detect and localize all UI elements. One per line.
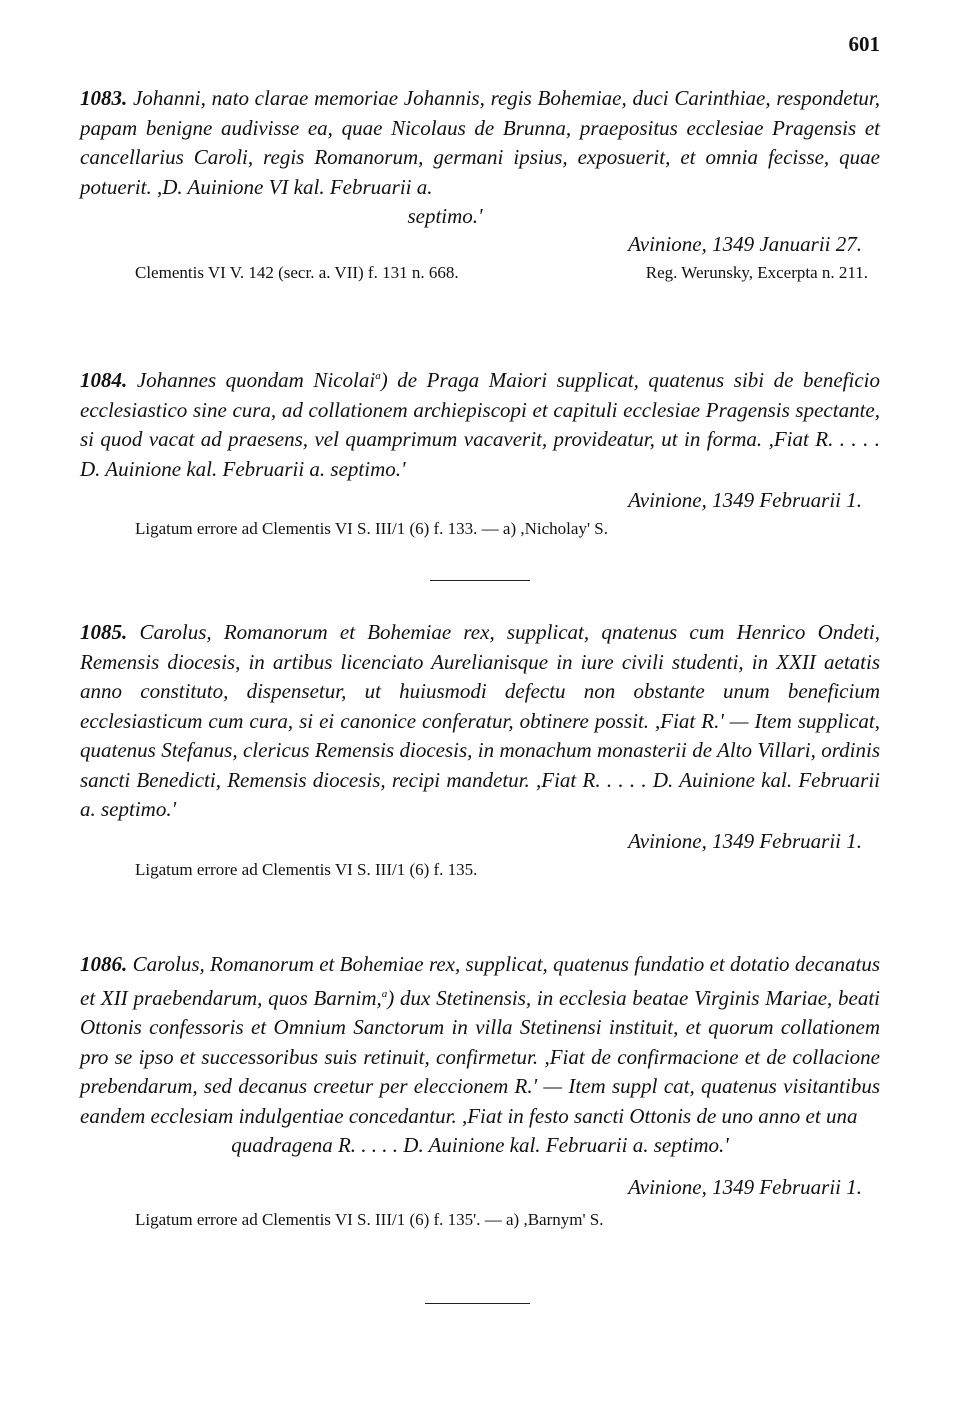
entry-number: 1086. [80,952,128,976]
page-number: 601 [848,32,880,56]
entry-source: Ligatum errore ad Clementis VI S. III/1 (6) f. 135'. — a) ,Barnym' S. [135,1209,604,1229]
entry-text [80,618,880,825]
entry-1086 [80,950,880,1230]
entry-text-tail: septimo.' [407,204,483,228]
footnote-mark: a [381,987,388,1000]
entry-body-b: ) de Praga Maiori supplicat, quatenus sibi de beneficio ecclesiastico sine cura, ad collationem archiepiscopi et capituli ecclesiae Pragensis spectante, si quod vacat ad praesens, vel quamprimum vacaverit, provideatur, ut in forma. ,Fiat R. . . . . D. Auinione kal. Februarii a. septimo.' [80,368,881,481]
entry-body: Carolus, Romanorum et Bohemiae rex, supplicat, qnatenus cum Henrico Ondeti, Remensis diocesis, in artibus licenciato Aurelianisque in iure civili studenti, in XXII aetatis anno constituto, dispensetur, ut huiusmodi defectu non obstante unum beneficium ecclesiasticum cum cura, si ei canonice conferatur, obtinere possit. ,Fiat R.' — Item supplicat, quatenus Stefanus, clericus Remensis diocesis, in monachum monasterii de Alto Villari, ordinis sancti Benedicti, Remensis diocesis, recipi mandetur. ,Fiat R. . . . . D. Auinione kal. Februarii a. septimo.' [80,620,881,821]
entry-source [80,263,880,283]
entry-number: 1083. [80,86,128,110]
source-right: Reg. Werunsky, Excerpta n. 211. [645,262,868,282]
separator-rule [430,580,530,581]
entry-source: Ligatum errore ad Clementis VI S. III/1 (6) f. 133. — a) ,Nicholay' S. [135,519,608,538]
entry-text [80,950,880,1131]
entry-text-tail: quadragena R. . . . . D. Auinione kal. Februarii a. septimo.' [231,1133,729,1157]
entry-1085 [80,618,880,880]
entry-number: 1084. [80,368,128,392]
entry-body-a: Carolus, Romanorum et Bohemiae rex, supplicat, quatenus fundatio et dotatio decanatus et XII praebendarum, quos Barnim, [80,952,880,1010]
entry-source: Ligatum errore ad Clementis VI S. III/1 (6) f. 135. [135,859,478,879]
separator-rule [425,1303,530,1304]
entry-body-b: ) dux Stetinensis, in ecclesia beatae Virginis Mariae, beati Ottonis confessoris et Omnium Sanctorum in villa Stetinensi instituit, et quorum collationem pro se ipso et successoribus suis retinuit, confirmetur. ,Fiat de confirmacione et de collacione prebendarum, sed decanus creetur per eleccionem R.' — Item suppl cat, quatenus visitantibus eandem ecclesiam indulgentiae concedantur. ,Fiat in festo sancti Ottonis de uno anno et una [80,985,880,1128]
footnote-mark: a [375,370,381,382]
source-left: Clementis VI V. 142 (secr. a. VII) f. 131 n. 668. [135,262,459,282]
entry-number: 1085. [80,620,128,644]
entry-1084 [80,362,880,539]
entry-text [80,84,880,202]
entry-body: Johanni, nato clarae memoriae Johannis, regis Bohemiae, duci Carinthiae, respondetur, papam benigne audivisse ea, quae Nicolaus de Brunna, praepositus ecclesiae Pragensis et cancellarius Caroli, regis Romanorum, germani ipsius, exposuerit, et omnia fecisse, quae potuerit. ,D. Auinione VI kal. Februarii a. [80,86,880,199]
entry-1083 [80,84,880,283]
entry-date: Avinione, 1349 Februarii 1. [628,828,862,853]
entry-date: Avinione, 1349 Januarii 27. [628,231,862,256]
entry-body-a: Johannes quondam Nicolai [136,368,376,392]
entry-date: Avinione, 1349 Februarii 1. [628,1174,862,1199]
entry-date: Avinione, 1349 Februarii 1. [628,488,862,512]
entry-text [80,362,880,484]
